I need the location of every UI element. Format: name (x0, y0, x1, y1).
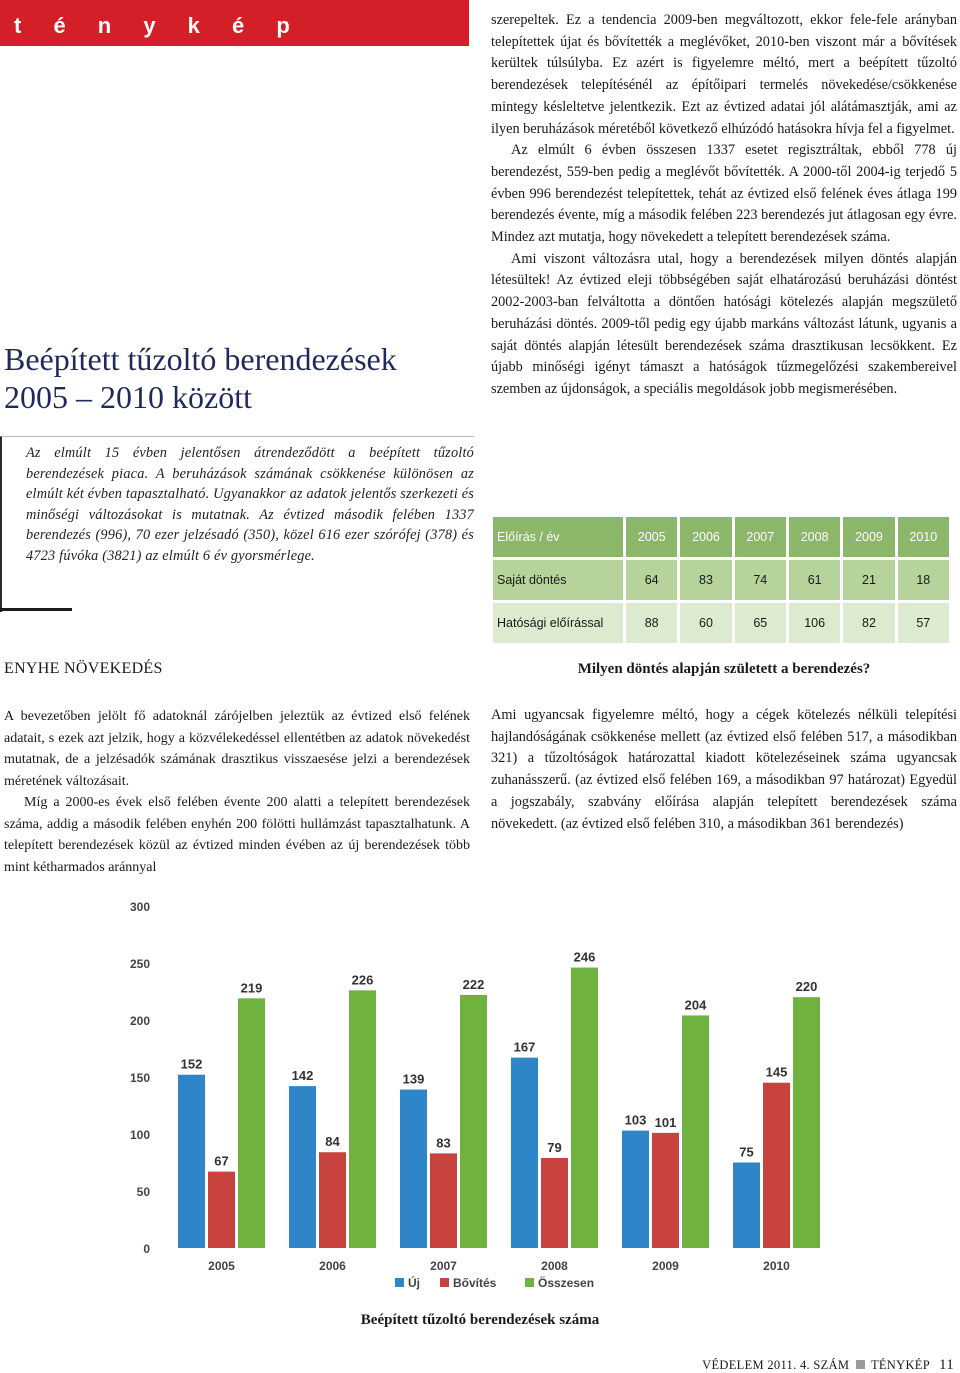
left-paragraph-1: A bevezetőben jelölt fő adatoknál zárójelben jeleztük az évtized első felének adatait, s ezek azt jelzik, hogy a közvélekedéssel ellentétben az adatok növekedést mutatnak, de a jelzésadók számának drasztikus visszaesése jelzi a berendezések méretének változásait. (4, 709, 470, 789)
x-tick-label: 2007 (430, 1259, 457, 1273)
table-header-row (493, 517, 949, 557)
table-cell: 57 (898, 603, 949, 643)
table-cell: Hatósági előírással (493, 603, 623, 643)
bar-value-label: 84 (325, 1134, 340, 1150)
page-number: 11 (938, 1357, 954, 1373)
bar-value-label: 142 (291, 1068, 314, 1084)
y-tick-label: 0 (143, 1242, 150, 1256)
bar (541, 1158, 568, 1248)
bar-value-label: 145 (765, 1064, 788, 1080)
bar-value-label: 139 (402, 1071, 425, 1087)
chart-caption: Beépített tűzoltó berendezések száma (360, 1312, 600, 1328)
table-row (493, 560, 949, 600)
lead-paragraph: Az elmúlt 15 évben jelentősen átrendeződött a beépített tűzoltó berendezések piaca. A beruházások számának csökkenése különösen az elmúlt két évben tapasztalható. Ugyanakkor az adatok jelentős szerkezeti és minőségi változásokat is mutatnak. Az évtized második felében 1337 berendezés (996), 70 ezer jelzésadó (350), közel 616 ezer szórófej (378) és 4723 fúvóka (3821) az elmúlt 6 év gyorsmérlege. (0, 436, 474, 612)
right-bottom-paragraph: Ami ugyancsak figyelemre méltó, hogy a cégek kötelezés nélküli telepítési hajlandóságának csökkenése mellett (az évtized első felében 517, a másodikban 321) a tűzoltóságok határozattal kiadott kötelezéseinek száma ugyancsak zuhanásszerű. (az évtized első felében 169, a másodikban 97 határozat) Egyedül a jogszabály, szabvány előírása alapján telepített berendezések száma növekedett. (az évtized első felében 310, a másodikban 361 berendezés) (491, 707, 957, 832)
table-cell: 60 (680, 603, 731, 643)
footer-square-icon (856, 1360, 865, 1369)
right-column (491, 10, 957, 401)
bar (208, 1172, 235, 1248)
x-tick-label: 2005 (208, 1259, 235, 1273)
bar-value-label: 67 (214, 1153, 229, 1169)
bar (400, 1090, 427, 1248)
y-tick-label: 300 (129, 900, 150, 914)
left-paragraph-2: Míg a 2000-es évek első felében évente 200 alatti a telepített berendezések száma, addig a második felében enyhén 200 fölötti hullámzást tapasztalhatunk. A telepített berendezések közül az évtized minden évében az új berendezések több mint kétharmados aránnyal (4, 795, 470, 875)
right-paragraph-2: Az elmúlt 6 évben összesen 1337 esetet regisztráltak, ebből 778 új berendezést, 559-ben pedig a meglévőt bővítették. A 2000-től 2004-ig terjedő 5 évben 996 berendezést telepítettek, tehát az évtized első felének éves átlaga 199 berendezés évente, míg a második felében 223 berendezés jut átlagosan egy évre. Mindez azt mutatja, hogy növekedett a telepített berendezések száma. (491, 142, 957, 246)
bar (682, 1015, 709, 1248)
title-line-1: Beépített tűzoltó berendezések (4, 341, 397, 377)
table-cell: Saját döntés (493, 560, 623, 600)
y-tick-label: 200 (129, 1014, 150, 1028)
legend-label: Összesen (538, 1276, 595, 1290)
y-tick-label: 150 (129, 1071, 150, 1085)
table-caption: Milyen döntés alapján született a berendezés? (577, 661, 871, 677)
bar-value-label: 246 (573, 949, 596, 965)
bar-value-label: 226 (351, 972, 374, 988)
legend-swatch (525, 1278, 534, 1287)
table-cell: 18 (898, 560, 949, 600)
table-cell: 21 (843, 560, 894, 600)
page-footer (702, 1357, 954, 1373)
table-cell: 83 (680, 560, 731, 600)
bar-value-label: 152 (180, 1056, 203, 1072)
bar-value-label: 83 (436, 1135, 451, 1151)
decision-table (490, 514, 952, 646)
legend-swatch (395, 1278, 404, 1287)
table-cell: 65 (735, 603, 786, 643)
bar (793, 997, 820, 1248)
bar (511, 1058, 538, 1248)
bar (289, 1086, 316, 1248)
bar-value-label: 79 (547, 1139, 562, 1155)
right-bottom-column (491, 705, 957, 835)
bar (652, 1133, 679, 1248)
table-header-cell: 2010 (898, 517, 949, 557)
table-header-cell: 2009 (843, 517, 894, 557)
bar (430, 1153, 457, 1248)
y-tick-label: 100 (129, 1128, 150, 1142)
table-header-cell: 2006 (680, 517, 731, 557)
left-column (4, 706, 470, 878)
table-header-cell: 2007 (735, 517, 786, 557)
bar-value-label: 103 (624, 1112, 647, 1128)
bar (238, 998, 265, 1248)
legend-label: Bővítés (453, 1276, 497, 1290)
x-tick-label: 2006 (319, 1259, 346, 1273)
footer-issue: VÉDELEM 2011. 4. SZÁM (702, 1358, 850, 1372)
table-cell: 74 (735, 560, 786, 600)
y-tick-label: 250 (129, 957, 150, 971)
title-line-2: 2005 – 2010 között (4, 379, 252, 415)
lead-rule (0, 608, 72, 611)
bar (622, 1131, 649, 1248)
bar-value-label: 220 (795, 979, 818, 995)
table-cell: 106 (789, 603, 840, 643)
bar-value-label: 75 (739, 1144, 754, 1160)
bar-value-label: 167 (513, 1039, 536, 1055)
section-header: t é n y k é p (0, 0, 469, 46)
bar (733, 1163, 760, 1249)
section-subhead: ENYHE NÖVEKEDÉS (4, 660, 163, 677)
legend-label: Új (408, 1276, 420, 1290)
right-paragraph-3: Ami viszont változásra utal, hogy a berendezések milyen döntés alapján létesültek! Az évtized eleji többségében saját elhatározású beruházási döntést 2002-2003-ban felváltotta a döntően hatósági kötelezés alapján megszülető beruházási döntés. 2009-től pedig egy újabb markáns változást látunk, ugyanis a saját döntés alapján létesült berendezések száma drasztikusan lecsökkent. Ez újabb minőségi igényt támaszt a hatóságok tűzmegelőzési szakembereivel szemben az újdonságok, a speciális megoldások jobb megismerésében. (491, 250, 957, 397)
x-tick-label: 2008 (541, 1259, 568, 1273)
y-tick-label: 50 (136, 1185, 150, 1199)
bar-value-label: 204 (684, 997, 707, 1013)
article-title (4, 340, 474, 416)
footer-section: TÉNYKÉP (870, 1358, 930, 1372)
table-cell: 82 (843, 603, 894, 643)
legend-swatch (440, 1278, 449, 1287)
table-cell: 64 (626, 560, 677, 600)
table-row (493, 603, 949, 643)
bar (763, 1083, 790, 1248)
table-header-cell: 2005 (626, 517, 677, 557)
bar-value-label: 101 (654, 1114, 677, 1130)
bar-value-label: 222 (462, 976, 485, 992)
bar (349, 990, 376, 1248)
table-header-cell: Előírás / év (493, 517, 623, 557)
table-cell: 61 (789, 560, 840, 600)
bar (178, 1075, 205, 1248)
bar (460, 995, 487, 1248)
table-header-cell: 2008 (789, 517, 840, 557)
table-cell: 88 (626, 603, 677, 643)
bar-value-label: 219 (240, 980, 263, 996)
bar (571, 968, 598, 1248)
installations-bar-chart (120, 888, 850, 1308)
x-tick-label: 2010 (763, 1259, 790, 1273)
bar (319, 1152, 346, 1248)
x-tick-label: 2009 (652, 1259, 679, 1273)
right-paragraph-1: szerepeltek. Ez a tendencia 2009-ben megváltozott, ekkor fele-fele arányban telepítettek újat és bővítették a meglévőket, 2010-ben viszont már a bővítések kerültek túlsúlyba. Ez azért is figyelemre méltó, mert a beépített tűzoltó berendezések telepítésénél az építőipari termelés növekedése/csökkenése mintegy késleltetve jelentkezik. Ezt az évtized adatai jól alátámasztják, ami az ilyen beruházások méretéből következő elhúzódó hatásokra hívja fel a figyelmet. (491, 12, 957, 137)
